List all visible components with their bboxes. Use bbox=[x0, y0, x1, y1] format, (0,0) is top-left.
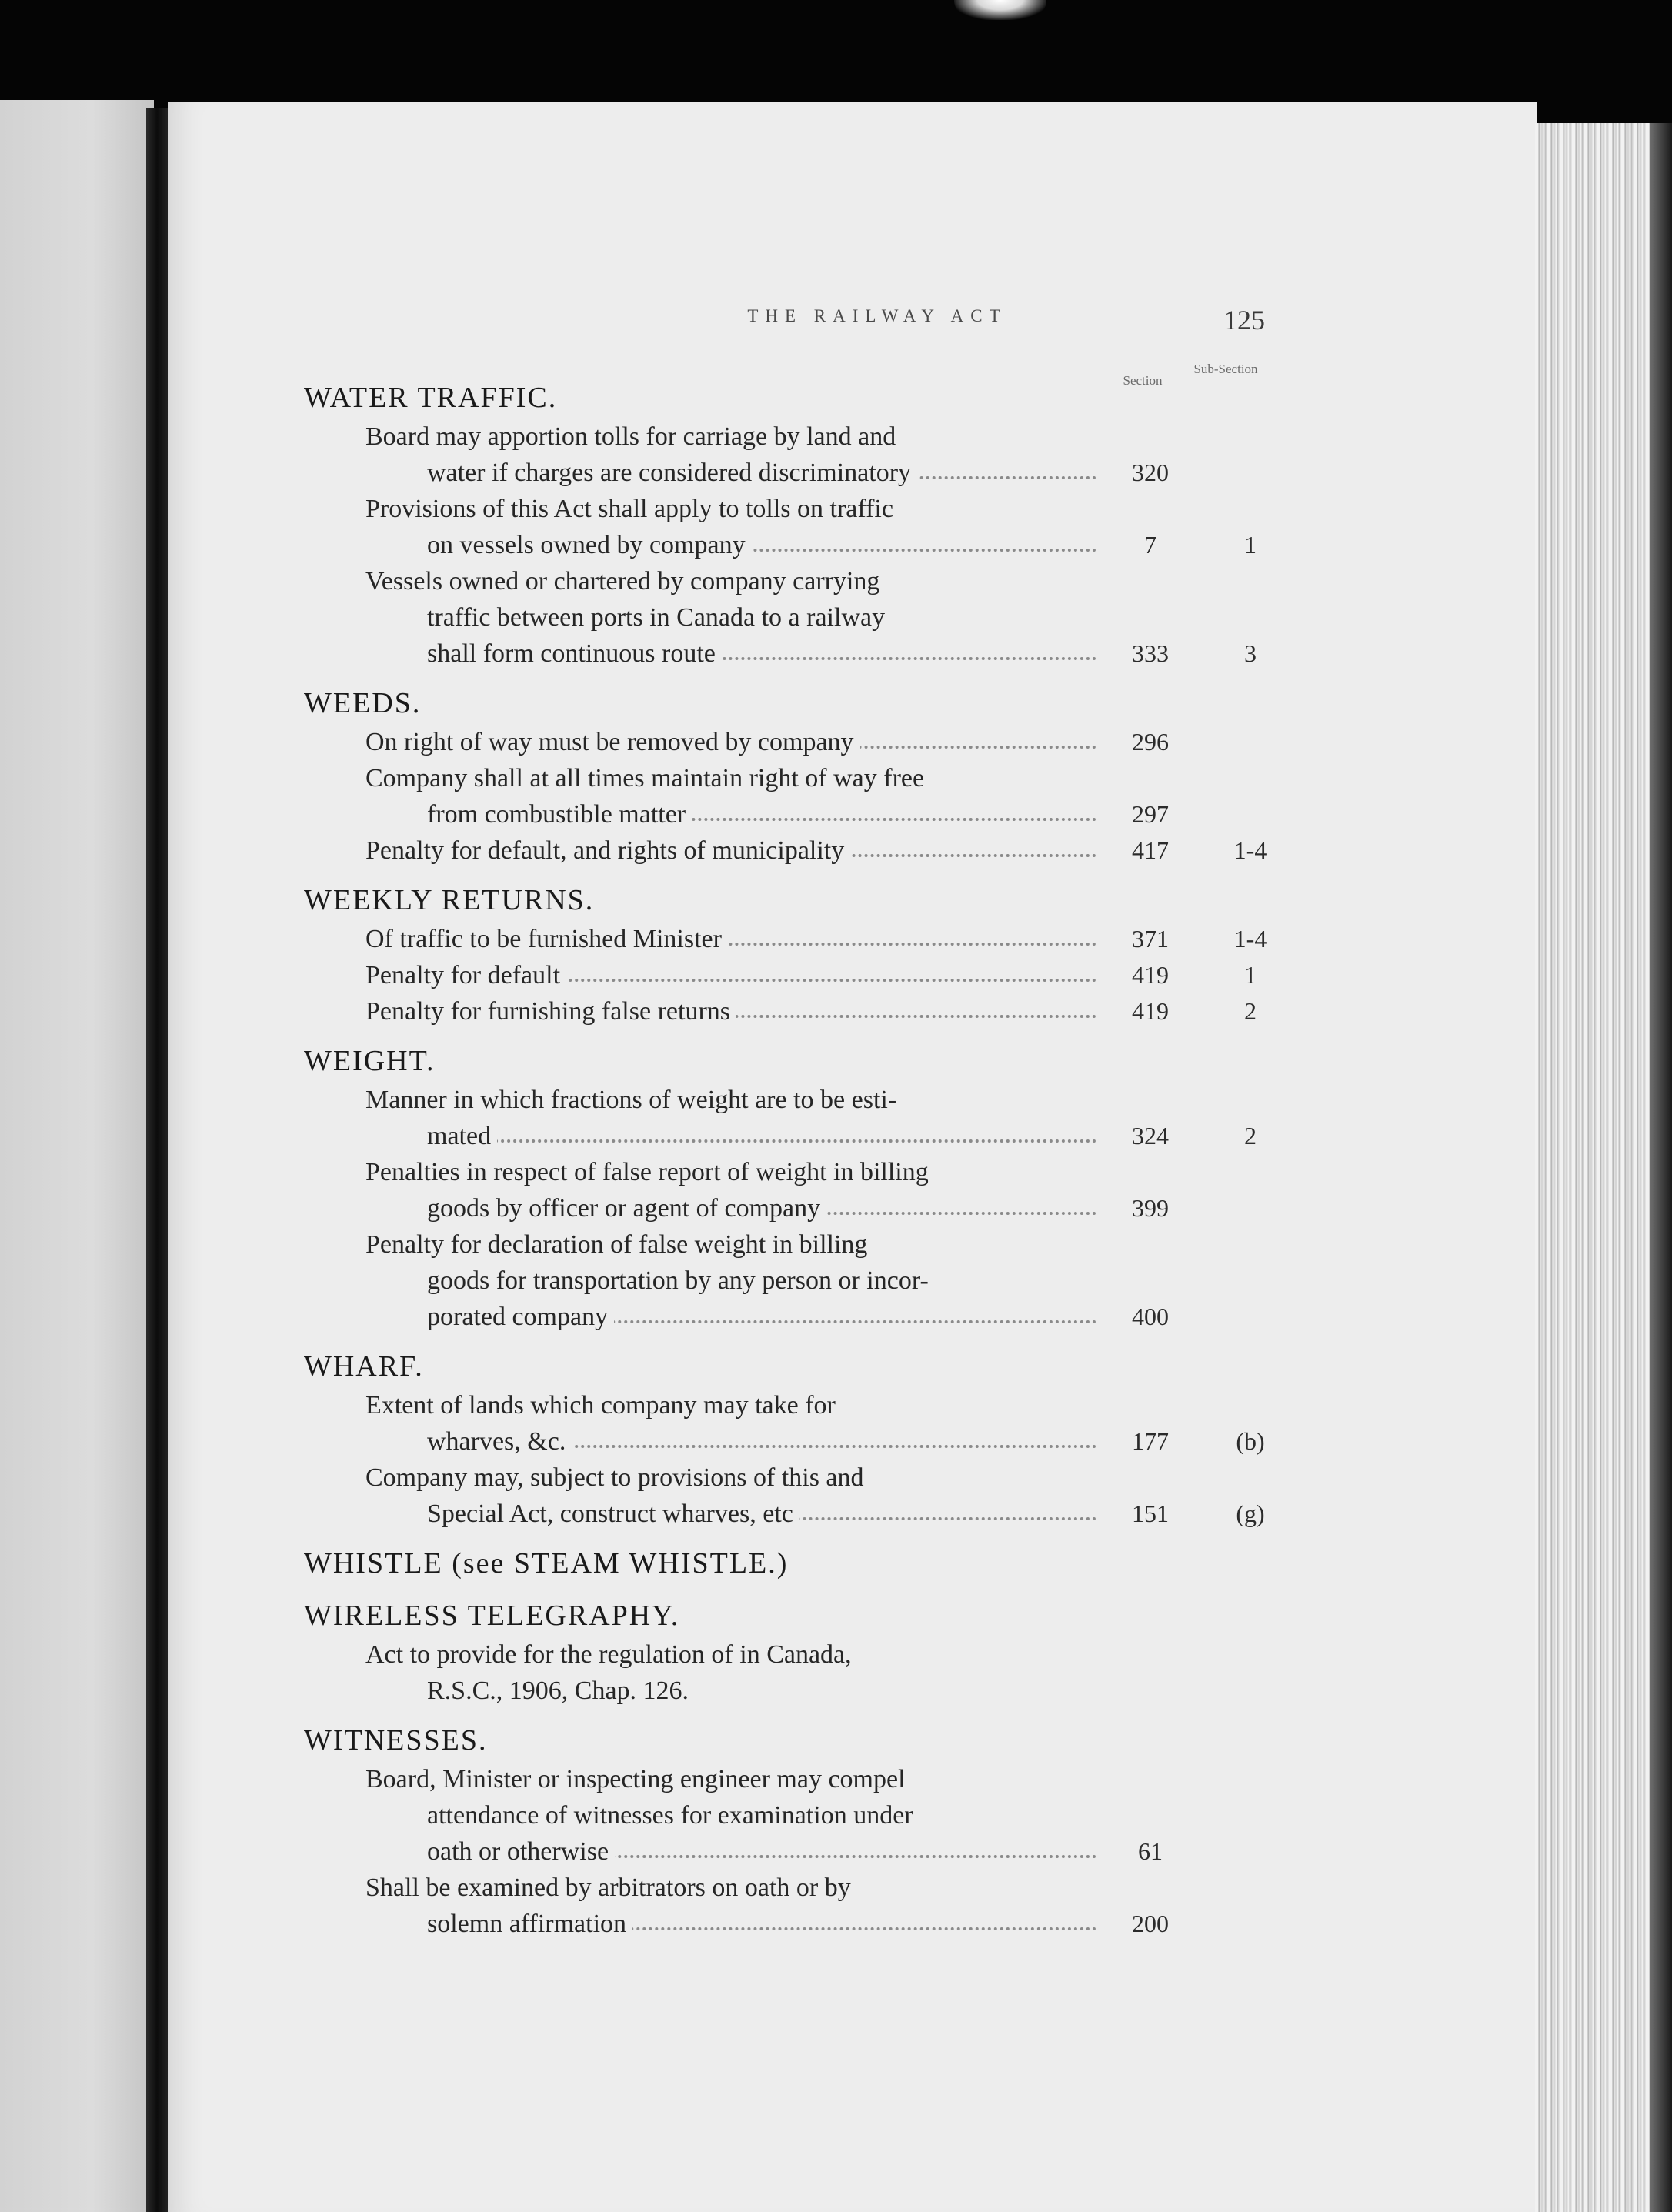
index-entry bbox=[365, 1082, 1289, 1154]
index-heading: WHISTLE (see STEAM WHISTLE.) bbox=[304, 1547, 789, 1580]
entry-first-line: Provisions of this Act shall apply to tolls on traffic bbox=[365, 495, 893, 523]
facing-page-edge bbox=[0, 100, 154, 2212]
entry-text bbox=[365, 1226, 1096, 1335]
entry-continuation-line: attendance of witnesses for examination under bbox=[427, 1801, 913, 1830]
entry-text bbox=[365, 1387, 1096, 1460]
entry-text bbox=[365, 832, 1096, 869]
page-number: 125 bbox=[1223, 305, 1265, 335]
index-body bbox=[304, 377, 1289, 1942]
index-entry bbox=[365, 724, 1289, 760]
entry-text bbox=[365, 563, 1096, 672]
entry-text bbox=[365, 957, 1096, 993]
index-entry bbox=[365, 491, 1289, 563]
index-entry bbox=[365, 921, 1289, 957]
entry-last-line: oath or otherwise bbox=[427, 1837, 615, 1866]
section-number: 400 bbox=[1132, 1303, 1169, 1330]
section-number: 177 bbox=[1132, 1427, 1169, 1455]
index-entry bbox=[365, 1226, 1289, 1335]
entry-first-line: Board, Minister or inspecting engineer may compel bbox=[365, 1765, 906, 1793]
section-number: 320 bbox=[1132, 459, 1169, 486]
sub-section-number: 1-4 bbox=[1233, 836, 1267, 864]
entry-text bbox=[365, 993, 1096, 1029]
entry-continuation-line: traffic between ports in Canada to a railway bbox=[427, 603, 886, 632]
entry-first-line: Board may apportion tolls for carriage by land and bbox=[365, 422, 896, 451]
index-heading: WHARF. bbox=[304, 1350, 424, 1383]
section-number: 61 bbox=[1138, 1837, 1163, 1865]
section-number: 419 bbox=[1132, 961, 1169, 989]
index-heading: WIRELESS TELEGRAPHY. bbox=[304, 1600, 680, 1632]
entry-text bbox=[365, 921, 1096, 957]
entry-first-line: Act to provide for the regulation of in Canada, bbox=[365, 1640, 852, 1669]
entry-text bbox=[365, 724, 1096, 760]
section-number: 399 bbox=[1132, 1194, 1169, 1222]
entry-last-line: from combustible matter bbox=[427, 800, 692, 829]
sub-section-number: 1 bbox=[1244, 531, 1257, 559]
index-entry bbox=[365, 1761, 1289, 1870]
entry-first-line: Vessels owned or chartered by company carrying bbox=[365, 567, 880, 596]
section-number: 200 bbox=[1132, 1910, 1169, 1937]
edge-shadow bbox=[1650, 123, 1672, 2212]
index-entry bbox=[365, 1460, 1289, 1532]
index-entry bbox=[365, 419, 1289, 491]
sub-section-number: 2 bbox=[1244, 1122, 1257, 1149]
entry-last-line: Of traffic to be furnished Minister bbox=[365, 925, 728, 953]
sub-section-column-header: Sub-Section bbox=[1193, 362, 1258, 376]
book-spine bbox=[146, 108, 168, 2212]
running-head: THE RAILWAY ACT bbox=[747, 306, 1007, 325]
entry-text bbox=[365, 1870, 1096, 1942]
index-entry bbox=[365, 1636, 1289, 1709]
entry-first-line: Shall be examined by arbitrators on oath or by bbox=[365, 1873, 851, 1902]
section-number: 296 bbox=[1132, 728, 1169, 756]
entry-last-line: Penalty for default bbox=[365, 961, 566, 989]
index-entry bbox=[365, 563, 1289, 672]
entry-first-line: Extent of lands which company may take for bbox=[365, 1391, 836, 1420]
section-column-header: Section bbox=[1123, 373, 1163, 388]
entry-text bbox=[365, 419, 1096, 491]
entry-text bbox=[365, 1082, 1096, 1154]
entry-last-line: Special Act, construct wharves, etc bbox=[427, 1500, 799, 1528]
section-number: 151 bbox=[1132, 1500, 1169, 1527]
entry-last-line: on vessels owned by company bbox=[427, 531, 752, 559]
index-heading: WEIGHT. bbox=[304, 1045, 436, 1077]
entry-continuation-line: goods for transportation by any person or incor- bbox=[427, 1266, 929, 1295]
section-number: 371 bbox=[1132, 925, 1169, 953]
sub-section-number: 1 bbox=[1244, 961, 1257, 989]
section-number: 419 bbox=[1132, 997, 1169, 1025]
index-entry bbox=[365, 832, 1289, 869]
index-heading: WATER TRAFFIC. bbox=[304, 382, 558, 414]
index-entry bbox=[365, 760, 1289, 832]
index-entry bbox=[365, 1870, 1289, 1942]
sub-section-number: 2 bbox=[1244, 997, 1257, 1025]
entry-last-line: wharves, &c. bbox=[427, 1427, 572, 1456]
entry-last-line: mated bbox=[427, 1122, 497, 1150]
entry-last-line: goods by officer or agent of company bbox=[427, 1194, 826, 1223]
sub-section-number: 1-4 bbox=[1233, 925, 1267, 953]
section-number: 324 bbox=[1132, 1122, 1169, 1149]
index-heading: WITNESSES. bbox=[304, 1724, 488, 1757]
entry-last-line: porated company bbox=[427, 1303, 614, 1331]
section-number: 333 bbox=[1132, 639, 1169, 667]
camera-glare bbox=[954, 0, 1046, 20]
index-heading: WEEDS. bbox=[304, 687, 422, 719]
entry-last-line: shall form continuous route bbox=[427, 639, 722, 668]
entry-last-line: water if charges are considered discriminatory bbox=[427, 459, 917, 487]
entry-text bbox=[365, 1761, 1096, 1870]
sub-section-number: (b) bbox=[1236, 1427, 1265, 1455]
entry-first-line: Penalties in respect of false report of weight in billing bbox=[365, 1158, 929, 1186]
index-entry bbox=[365, 957, 1289, 993]
entry-text bbox=[365, 1154, 1096, 1226]
section-number: 297 bbox=[1132, 800, 1169, 828]
index-entry bbox=[365, 1387, 1289, 1460]
entry-last-line: solemn affirmation bbox=[427, 1910, 632, 1938]
entry-last-line: Penalty for furnishing false returns bbox=[365, 997, 736, 1026]
entry-last-line: Penalty for default, and rights of municipality bbox=[365, 836, 850, 865]
dot-leader bbox=[427, 1139, 1096, 1143]
entry-first-line: Manner in which fractions of weight are to be esti- bbox=[365, 1086, 897, 1114]
entry-text bbox=[365, 760, 1096, 832]
sub-section-number: (g) bbox=[1236, 1500, 1265, 1527]
section-number: 417 bbox=[1132, 836, 1169, 864]
entry-last-line: R.S.C., 1906, Chap. 126. bbox=[427, 1677, 695, 1705]
entry-last-line: On right of way must be removed by company bbox=[365, 728, 860, 756]
entry-first-line: Company may, subject to provisions of this and bbox=[365, 1463, 864, 1492]
entry-first-line: Company shall at all times maintain right of way free bbox=[365, 764, 925, 792]
index-heading: WEEKLY RETURNS. bbox=[304, 884, 595, 916]
index-entry bbox=[365, 1154, 1289, 1226]
sub-section-number: 3 bbox=[1244, 639, 1257, 667]
entry-text bbox=[365, 1636, 1096, 1709]
entry-text bbox=[365, 1460, 1096, 1532]
page-edges bbox=[1535, 123, 1650, 2212]
section-number: 7 bbox=[1144, 531, 1156, 559]
entry-text bbox=[365, 491, 1096, 563]
index-entry bbox=[365, 993, 1289, 1029]
entry-first-line: Penalty for declaration of false weight in billing bbox=[365, 1230, 868, 1259]
